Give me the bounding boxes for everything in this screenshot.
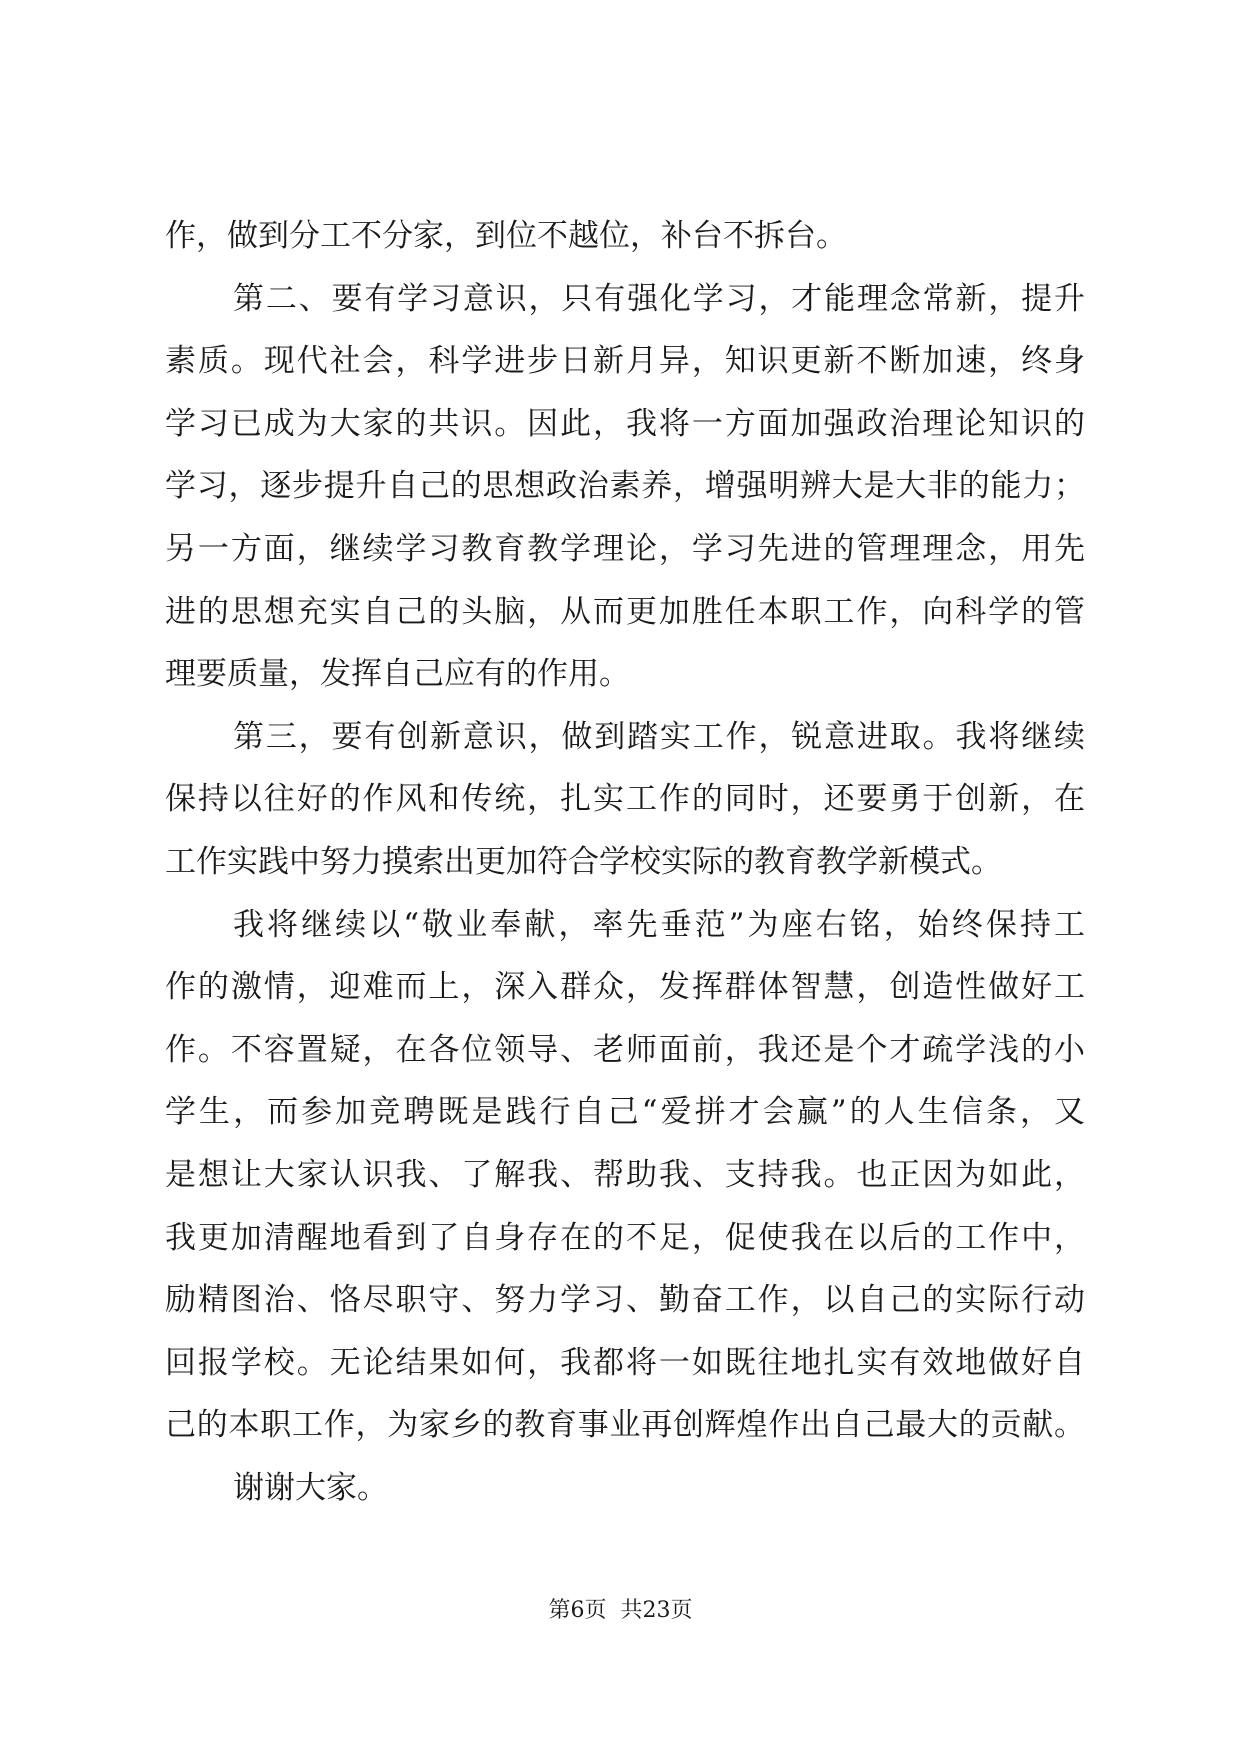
- text-line: 我将继续以“敬业奉献，率先垂范”为座右铭，始终保持工: [233, 906, 1085, 943]
- text-line: 作，做到分工不分家，到位不越位，补台不拆台。: [165, 218, 847, 254]
- text-line: 素质。现代社会，科学进步日新月异，知识更新不断加速，终身: [165, 343, 1085, 380]
- text-line: 进的思想充实自己的头脑，从而更加胜任本职工作，向科学的管: [165, 593, 1085, 630]
- text-line: 回报学校。无论结果如何，我都将一如既往地扎实有效地做好自: [165, 1344, 1085, 1381]
- text-line: 保持以往好的作风和传统，扎实工作的同时，还要勇于创新，在: [165, 781, 1085, 818]
- page-footer: [0, 1596, 1241, 1626]
- text-line: 作的激情，迎难而上，深入群众，发挥群体智慧，创造性做好工: [165, 969, 1085, 1006]
- body-text: [165, 205, 1085, 1519]
- text-line: 理要质量，发挥自己应有的作用。: [165, 656, 630, 693]
- text-line: 是想让大家认识我、了解我、帮助我、支持我。也正因为如此，: [165, 1156, 1085, 1193]
- text-line: 学生，而参加竞聘既是践行自己“爱拼才会赢”的人生信条，又: [165, 1094, 1085, 1131]
- page-number: 第6页: [548, 1598, 607, 1623]
- page-total: 共23页: [620, 1598, 693, 1623]
- text-line: 第二、要有学习意识，只有强化学习，才能理念常新，提升: [233, 280, 1085, 317]
- text-line: 工作实践中努力摸索出更加符合学校实际的教育教学新模式。: [165, 843, 1002, 880]
- text-line: 作。不容置疑，在各位领导、老师面前，我还是个才疏学浅的小: [165, 1031, 1085, 1068]
- text-line: 励精图治、恪尽职守、努力学习、勤奋工作，以自己的实际行动: [165, 1282, 1085, 1319]
- text-line: 另一方面，继续学习教育教学理论，学习先进的管理理念，用先: [165, 530, 1085, 567]
- text-line: 学习已成为大家的共识。因此，我将一方面加强政治理论知识的: [165, 405, 1085, 442]
- text-line: 我更加清醒地看到了自身存在的不足，促使我在以后的工作中，: [165, 1219, 1085, 1256]
- text-line: 学习，逐步提升自己的思想政治素养，增强明辨大是大非的能力；: [165, 468, 1085, 505]
- text-line: 第三，要有创新意识，做到踏实工作，锐意进取。我将继续: [233, 718, 1085, 755]
- text-line: 己的本职工作，为家乡的教育事业再创辉煌作出自己最大的贡献。: [165, 1407, 1085, 1444]
- text-line: 谢谢大家。: [233, 1469, 388, 1506]
